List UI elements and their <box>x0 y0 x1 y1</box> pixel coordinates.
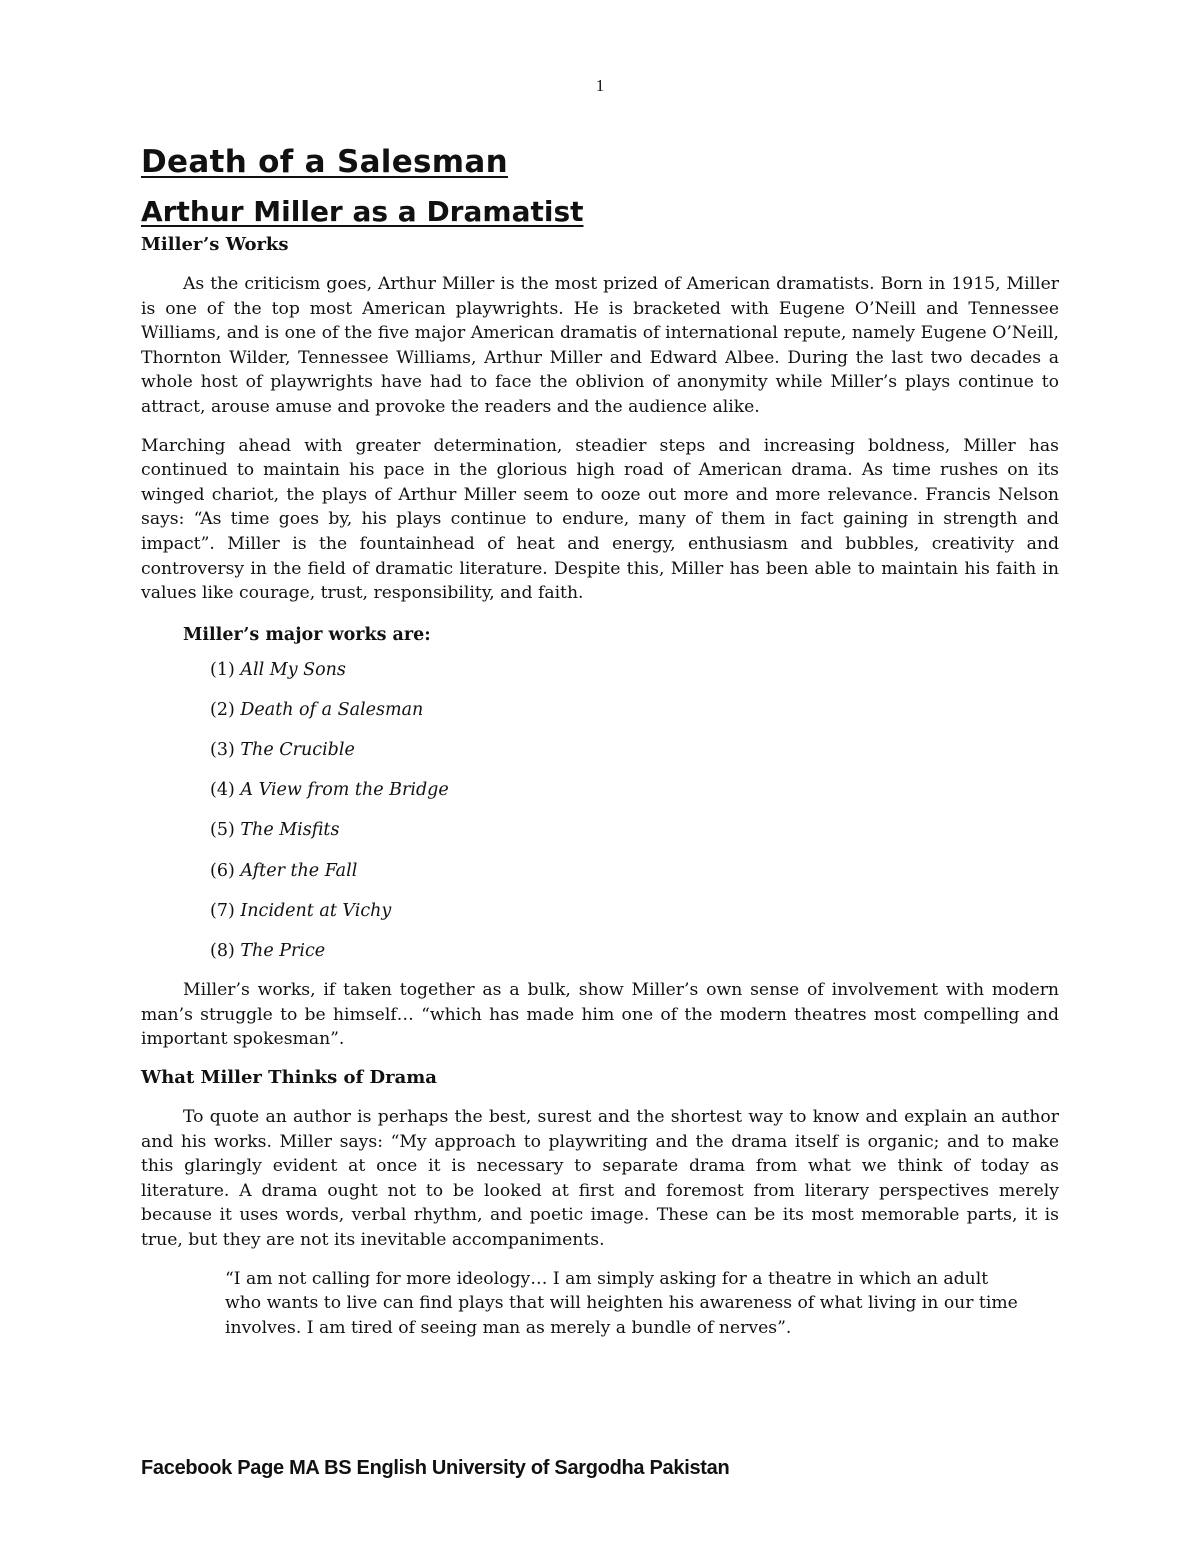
work-number: (2) <box>210 699 235 720</box>
paragraph-intro: As the criticism goes, Arthur Miller is the most prized of American dramatists. Born in 1915, Miller is one of the top most American playwrights. He is bracketed with Eugene O’Neill and Tennessee Williams, and is one of the five major American dramatis of international repute, namely Eugene O’Neill, Thornton Wilder, Tennessee Williams, Arthur Miller and Edward Albee. During the last two decades a whole host of playwrights have had to face the oblivion of anonymity while Miller’s plays continue to attract, arouse amuse and provoke the readers and the audience alike. <box>141 274 1059 417</box>
list-item <box>210 658 1059 682</box>
list-item <box>210 939 1059 963</box>
list-item <box>210 818 1059 842</box>
work-number: (5) <box>210 820 235 841</box>
list-item <box>210 738 1059 762</box>
work-title: The Misfits <box>240 820 340 841</box>
block-quote: “I am not calling for more ideology… I am simply asking for a theatre in which an adult who wants to live can find plays that will heighten his awareness of what living in our time involves. I am tired of seeing man as merely a bundle of nerves”. <box>225 1268 1018 1338</box>
work-title: A View from the Bridge <box>240 780 449 801</box>
work-title: The Price <box>240 941 326 962</box>
work-title: Incident at Vichy <box>240 900 392 921</box>
paragraph-marching: Marching ahead with greater determination, steadier steps and increasing boldness, Miller has continued to maintain his pace in the glorious high road of American drama. As time rushes on its winged chariot, the plays of Arthur Miller seem to ooze out more and more relevance. Francis Nelson says: “As time goes by, his plays continue to endure, many of them in fact gaining in strength and impact”. Miller is the fountainhead of heat and energy, enthusiasm and bubbles, creativity and controversy in the field of dramatic literature. Despite this, Miller has been able to maintain his faith in values like courage, trust, responsibility, and faith. <box>141 435 1059 604</box>
work-title: All My Sons <box>240 659 346 680</box>
list-item <box>210 778 1059 802</box>
page-number: 1 <box>595 76 605 95</box>
paragraph-works-summary: Miller’s works, if taken together as a bulk, show Miller’s own sense of involvement with modern man’s struggle to be himself… “which has made him one of the modern theatres most compelling and important spokesman”. <box>141 980 1059 1050</box>
work-title: After the Fall <box>240 860 358 881</box>
works-list-heading: Miller’s major works are: <box>183 624 431 645</box>
work-number: (3) <box>210 740 235 761</box>
work-number: (7) <box>210 900 235 921</box>
work-number: (6) <box>210 860 235 881</box>
section-heading-works: Miller’s Works <box>141 234 289 255</box>
document-title: Death of a Salesman <box>141 144 508 180</box>
work-title: The Crucible <box>240 740 355 761</box>
footer-text: Facebook Page MA BS English University of Sargodha Pakistan <box>141 1457 730 1479</box>
section-heading-drama: What Miller Thinks of Drama <box>141 1067 437 1088</box>
paragraph-drama-quote: To quote an author is perhaps the best, surest and the shortest way to know and explain an author and his works. Miller says: “My approach to playwriting and the drama itself is organic; and to make this glaringly evident at once it is necessary to separate drama from what we think of today as literature. A drama ought not to be looked at first and foremost from literary perspectives merely because it uses words, verbal rhythm, and poetic image. These can be its most memorable parts, it is true, but they are not its inevitable accompaniments. <box>141 1107 1059 1250</box>
list-item <box>210 859 1059 883</box>
work-number: (4) <box>210 780 235 801</box>
work-number: (8) <box>210 941 235 962</box>
document-body <box>141 140 1059 1340</box>
document-subtitle: Arthur Miller as a Dramatist <box>141 195 584 228</box>
list-item <box>210 698 1059 722</box>
work-number: (1) <box>210 659 235 680</box>
list-item <box>210 899 1059 923</box>
work-title: Death of a Salesman <box>240 699 424 720</box>
works-list <box>210 658 1059 963</box>
